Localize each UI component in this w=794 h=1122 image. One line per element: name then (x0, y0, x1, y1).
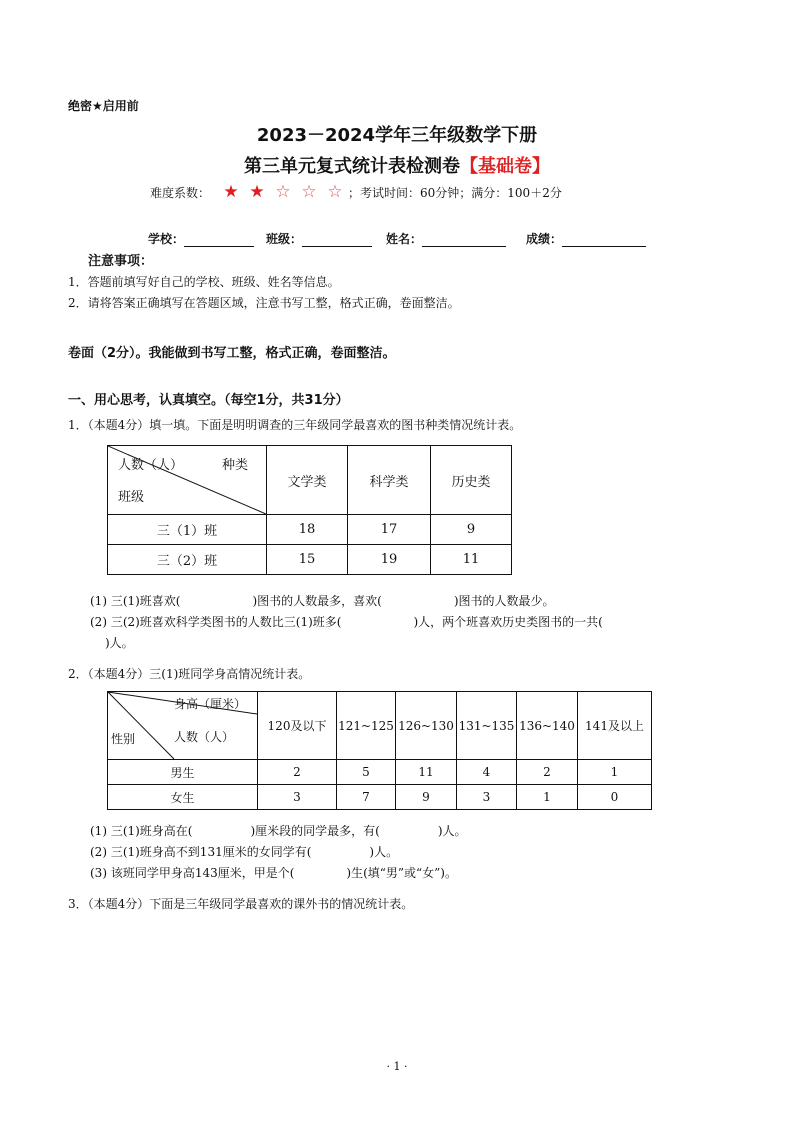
note-item: 1．答题前填写好自己的学校、班级、姓名等信息。 (68, 275, 340, 289)
q1-sub1-text: (1) 三(1)班喜欢( (90, 594, 181, 608)
q1-cell: 15 (267, 545, 348, 575)
q1-sub2-text: (2) 三(2)班喜欢科学类图书的人数比三(1)班多( (90, 615, 342, 629)
exam-title-main: 第三单元复式统计表检测卷 (244, 156, 460, 177)
q2-sub3-text: (3) 该班同学甲身高143厘米，甲是个( (90, 866, 295, 880)
neatness-statement: 卷面（2分）。我能做到书写工整，格式正确，卷面整洁。 (68, 346, 396, 361)
q2-corner-cell (108, 692, 258, 760)
school-label: 学校： (148, 232, 185, 246)
table-row (108, 785, 652, 810)
q2-sub2-text: )人。 (369, 845, 399, 859)
class-field (266, 230, 372, 247)
q1-corner-bottom: 班级 (118, 490, 145, 505)
exam-title-line1: 2023－2024学年三年级数学下册 (256, 125, 538, 146)
q2-cell: 3 (258, 785, 337, 810)
q2-sub2 (90, 843, 398, 860)
school-blank[interactable] (184, 234, 254, 247)
score-field (526, 230, 646, 247)
q2-col-header: 126~130 (396, 692, 457, 760)
notes-heading: 注意事项： (88, 254, 154, 269)
star-filled-icon: ★ (223, 182, 239, 202)
star-empty-icon: ☆ (327, 182, 343, 202)
score-label: 成绩： (526, 232, 563, 246)
table-row (108, 515, 512, 545)
q2-row-label: 女生 (108, 785, 258, 810)
exam-info: ；考试时间：60分钟；满分：100＋2分 (348, 186, 562, 200)
q1-stem: 1．（本题4分）填一填。下面是明明调查的三年级同学最喜欢的图书种类情况统计表。 (68, 418, 522, 432)
q2-sub2-text: (2) 三(1)班身高不到131厘米的女同学有( (90, 845, 312, 859)
exam-title-line2 (0, 152, 794, 178)
q1-col-header: 历史类 (431, 446, 512, 515)
q2-sub1-text: )厘米段的同学最多，有( (250, 824, 380, 838)
q2-corner-left: 性别 (111, 732, 136, 746)
q2-cell: 1 (517, 785, 578, 810)
q2-cell: 0 (578, 785, 652, 810)
q1-cell: 19 (348, 545, 431, 575)
q1-sub1-text: )图书的人数最多，喜欢( (252, 594, 382, 608)
q1-col-header: 科学类 (348, 446, 431, 515)
q2-col-header: 136~140 (517, 692, 578, 760)
q2-corner-mid: 人数（人） (174, 730, 235, 744)
star-filled-icon: ★ (249, 182, 265, 202)
name-field (386, 230, 506, 247)
school-field (148, 230, 254, 247)
name-blank[interactable] (422, 234, 506, 247)
q1-sub2 (90, 613, 603, 630)
q2-sub3 (90, 864, 457, 881)
q2-col-header: 131~135 (457, 692, 517, 760)
q2-cell: 1 (578, 760, 652, 785)
difficulty-label: 难度系数： (150, 186, 211, 200)
q1-table (107, 445, 512, 575)
name-label: 姓名： (386, 232, 423, 246)
class-label: 班级： (266, 232, 303, 246)
q2-cell: 2 (517, 760, 578, 785)
table-row (108, 760, 652, 785)
class-blank[interactable] (302, 234, 372, 247)
q1-row-label: 三（2）班 (108, 545, 267, 575)
section1-heading: 一、用心思考，认真填空。（每空1分，共31分） (68, 393, 349, 408)
q1-row-label: 三（1）班 (108, 515, 267, 545)
difficulty-stars (218, 182, 348, 202)
q1-sub1-text: )图书的人数最少。 (453, 594, 555, 608)
q1-cell: 11 (431, 545, 512, 575)
q1-cell: 17 (348, 515, 431, 545)
exam-title-tag: 【基础卷】 (460, 156, 550, 177)
q1-corner-top-left: 人数（人） (118, 458, 184, 473)
q1-cell: 9 (431, 515, 512, 545)
q1-sub2-text: )人。 (105, 636, 134, 650)
q1-cell: 18 (267, 515, 348, 545)
q2-cell: 5 (337, 760, 396, 785)
q2-col-header: 120及以下 (258, 692, 337, 760)
q2-cell: 9 (396, 785, 457, 810)
q2-cell: 11 (396, 760, 457, 785)
q1-sub1 (90, 592, 555, 609)
note-item: 2．请将答案正确填写在答题区域，注意书写工整，格式正确，卷面整洁。 (68, 296, 460, 310)
q1-col-header: 文学类 (267, 446, 348, 515)
star-empty-icon: ☆ (275, 182, 291, 202)
page-number: · 1 · (386, 1060, 408, 1073)
q1-corner-cell (108, 446, 267, 515)
q1-sub2-cont (105, 634, 134, 651)
q2-cell: 3 (457, 785, 517, 810)
q1-sub2-text: )人，两个班喜欢历史类图书的一共( (413, 615, 603, 629)
q2-cell: 2 (258, 760, 337, 785)
q1-corner-top-right: 种类 (222, 458, 249, 473)
q2-row-label: 男生 (108, 760, 258, 785)
q2-stem: 2．（本题4分）三(1)班同学身高情况统计表。 (68, 667, 311, 681)
q2-sub1-text: (1) 三(1)班身高在( (90, 824, 193, 838)
q2-corner-top: 身高（厘米） (174, 697, 247, 711)
q2-table (107, 691, 652, 810)
q2-cell: 7 (337, 785, 396, 810)
score-blank[interactable] (562, 234, 646, 247)
q2-sub1-text: )人。 (437, 824, 467, 838)
q2-col-header: 141及以上 (578, 692, 652, 760)
q2-cell: 4 (457, 760, 517, 785)
q2-sub1 (90, 822, 467, 839)
star-empty-icon: ☆ (301, 182, 317, 202)
q3-stem: 3．（本题4分）下面是三年级同学最喜欢的课外书的情况统计表。 (68, 897, 414, 911)
table-row (108, 545, 512, 575)
q2-col-header: 121~125 (337, 692, 396, 760)
difficulty-row (150, 184, 562, 201)
confidential-label: 绝密★启用前 (68, 99, 139, 113)
q2-sub3-text: )生(填“男”或“女”)。 (346, 866, 457, 880)
